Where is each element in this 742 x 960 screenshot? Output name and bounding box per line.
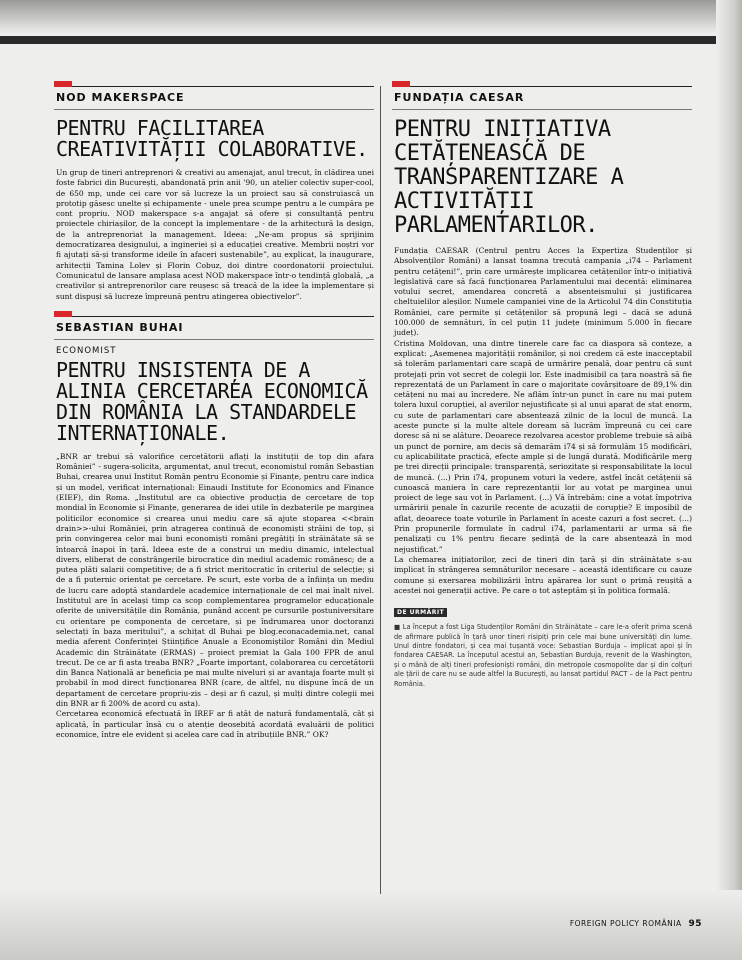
- top-rule: [0, 36, 720, 44]
- page-number: 95: [688, 919, 702, 929]
- section-header-nod: [54, 86, 374, 110]
- page-edge-shadow: [716, 0, 742, 960]
- left-column: [54, 86, 374, 740]
- body-buhai-2: Cercetarea economică efectuată în IREF ar fi atât de natură fundamentală, cât și aplicată, în particular însă cu o atenție deosebită acordată evaluării de politici economice, între ele evident și acelea care cad în atribuțiile BNR.” OK?: [56, 709, 374, 739]
- sidebar-note: ■ La început a fost Liga Studenților Români din Străinătate – care le-a oferit prima scenă de afirmare publică în țară unor tineri risipiți prin cele mai bune universități din lume. Unul dintre fondatori, și cea mai tușantă voce: Sebastian Burduja – implicat apoi și în fondarea CAESAR. La începutul acestui an, Sebastian Burduja, revenit de la Washington, și o mână de alți tineri profesioniști români, din metropole cosmopolite dar și din colțuri ale țării de care nu se aude altfel la București, au lansat partidul PACT – de la Pact pentru România.: [394, 623, 692, 688]
- headline-nod: PENTRU FACILITAREA CREATIVITĂȚII COLABORATIVE.: [56, 116, 368, 161]
- section-label-nod: NOD MAKERSPACE: [56, 91, 185, 104]
- role-label: ECONOMIST: [56, 345, 117, 356]
- section-marker: [54, 81, 72, 87]
- headline-caesar: PENTRU INIȚIATIVA CETĂȚENEASCĂ DE TRANSPARENTIZARE A ACTIVITĂȚII PARLAMENTARILOR.: [394, 117, 624, 238]
- section-label-buhai: SEBASTIAN BUHAI: [56, 320, 184, 334]
- headline-buhai: PENTRU INSISTENȚA DE A ALINIA CERCETAREA ECONOMICĂ DIN ROMÂNIA LA STANDARDELE INTERNAȚIONALE.: [56, 357, 368, 445]
- section-header-buhai: [54, 316, 374, 340]
- publication-name: FOREIGN POLICY ROMÂNIA: [569, 919, 682, 928]
- de-urmarit-badge: DE URMĂRIT: [394, 608, 447, 617]
- scan-top-shadow: [0, 0, 742, 34]
- right-column: [392, 86, 692, 689]
- section-marker: [392, 81, 410, 87]
- section-marker: [54, 311, 72, 317]
- body-caesar-2: Cristina Moldovan, una dintre tinerele care fac ca diaspora să conteze, a explicat: „Asemenea majorității românilor, și noi credem că este inacceptabil să tolerăm parlamentari care scapă de urmărire penală, doar pentru că sunt protejați prin vot secret de colegii lor. Este inadmisibil ca țara noastră să fie reprezentată de un Parlament în care o majoritate covârșitoare de 89,1% din cetățeni nu mai au încredere. Ne aflăm într-un punct în care nu mai putem tolera luxul corupției, al averilor nejustificate și al unui aparat de stat enorm, cu sute de parlamentari care absentează zilnic de la locul de muncă. La aceste puncte și la multe altele doream să lucrăm împreună cu cei care doresc să ni se alăture. Deoarece rezolvarea acestor probleme trebuie să aibă un punct de pornire, am decis să demarăm i74 și să formulăm 15 modificări, cu aplicabilitate practică, efecte ample și de lungă durată. Modificările merg pe trei direcții principale: transparență, seriozitate și responsabilitate la locul de muncă. (...) Prin i74, propunem voturi la vedere, astfel încât cetățenii să cunoască maniera în care reprezentanții lor au votat pe marginea unui proiect de lege sau vot în Parlament. (...) Vă întrebăm: cine a votat împotriva urmăririi penale în cazurile recente de acuzații de corupție? E imposibil de aflat, deoarece toate voturile în Parlament în aceste cazuri a fost secret. (...) Prin propunerile formulate în cadrul i74, parlamentarii ar urma să fie penalizați cu 1% pentru fiecare ședință de la care absentează în mod nejustificat.”: [394, 338, 692, 554]
- page-footer: [570, 919, 702, 929]
- body-nod: Un grup de tineri antreprenori & creativi au amenajat, anul trecut, în clădirea unei foste fabrici din București, abandonată prin anii '90, un atelier colectiv super-cool, de 650 mp, unde cei care vor să lucreze la un proiect sau să construiască un prototip găsesc unelte și echipamente - unele prea scumpe pentru a le cumpăra pe cont propriu. NOD makerspace s-a angajat să ofere și consultanță pentru proiectele chiriașilor, de la concept la implementare - de la arhitectură la design, de la antreprenoriat la management. Ideea: „Ne-am propus să sprijinim democratizarea designului, a ingineriei și a educației creative. Membrii noștri vor fi ajutați să-și transforme ideile în afaceri sustenabile”, au explicat, la inaugurare, arhitecții Tamina Lolev și Florin Cobuz, doi dintre coordonatorii proiectului. Comunicatul de lansare amplasa acest NOD makerspace într-o tendință globală, „a creativilor și antreprenorilor care reușesc să treacă de la idee la implementare și sunt dispuși să lucreze împreună pentru atingerea obiectivelor”.: [56, 168, 374, 301]
- column-divider: [380, 86, 381, 894]
- body-buhai-1: „BNR ar trebui să valorifice cercetătorii aflați la instituții de top din afara României” - sugera-solicita, argumentat, anul trecut, economistul român Sebastian Buhai, crearea unui Institut Român pentru Economie și Finanțe, pentru care indica și un model, verificat internațional: Einaudi Institute for Economics and Finance (EIEF), din Roma. „Institutul are ca obiective producția de cercetare de top mondial în Economie și Finanțe, generarea de idei utile în dezbaterile pe marginea politicilor economice și crearea unui mediu care să ajute stoparea <<brain drain>>-ului României, prin atragerea continuă de economiști străini de top, și prin convingerea celor mai buni economiști români pregătiți în străinătate să se întoarcă înapoi în țară. Ideea este de a construi un mediu dinamic, intelectual divers, eliberat de constrângerile birocratice din mediul academic românesc; de a putea plăti salarii competitive; de a fi strict meritocratic în criteriul de selecție; și de a fi puternic orientat pe cercetare. Pe scurt, este vorba de a înființa un mediu de lucru care adoptă standardele academice internaționale de cel mai înalt nivel. Institutul are în același timp ca scop complementarea programelor educaționale oferite de universitățile din România, punând accent pe cursurile postuniversitare cu orientare pe componenta de cercetare, și pe îndrumarea unor doctoranzi selectați în baza meritului”, a schițat dl Buhai pe blog.econacademia.net, canal media aferent Conferinței Științifice Anuale a Economiștilor Români din Mediul Academic din Străinătate (ERMAS) – proiect premiat la Gala 100 FPR de anul trecut. De ce ar fi asta treaba BNR? „Foarte important, colaborarea cu cercetătorii din Banca Națională ar beneficia pe mai multe niveluri și ar avantaja foarte mult și probabil în mod direct funcționarea BNR (care, de altfel, nu dispune încă de un departament de cercetare propriu-zis – deși ar fi cazul, și mulți dintre colegii mei din BNR ar fi 200% de acord cu asta).: [56, 451, 374, 708]
- body-caesar-1: Fundația CAESAR (Centrul pentru Acces la Expertiza Studenților și Absolvenților Români) a lansat toamna trecută campania „i74 – Parlament pentru cetățeni!”, prin care urmărește implicarea cetățenilor într-o inițiativă legislativă care să facă funcționarea Parlamentului mai decentă: eliminarea votului secret, amendarea concretă a absenteismului și justificarea cheltuielilor aleșilor. Numele campaniei vine de la Articolul 74 din Constituția României, care permite și cetățenilor să propună legi – dacă se adună 100.000 de semnături, în cel puțin 11 județe (minimum 5.000 în fiecare județ).: [394, 246, 692, 338]
- body-caesar-3: La chemarea inițiatorilor, zeci de tineri din țară și din străinătate s-au implicat în strângerea semnăturilor necesare – această identificare cu cauze comune și exersarea mobilizării întru apărarea lor sunt o primă reușită a acestei noi generații active. Pe care o tot așteptăm și în politica formală.: [394, 554, 692, 595]
- section-header-caesar: [392, 86, 692, 110]
- section-label-caesar: FUNDAȚIA CAESAR: [394, 91, 525, 104]
